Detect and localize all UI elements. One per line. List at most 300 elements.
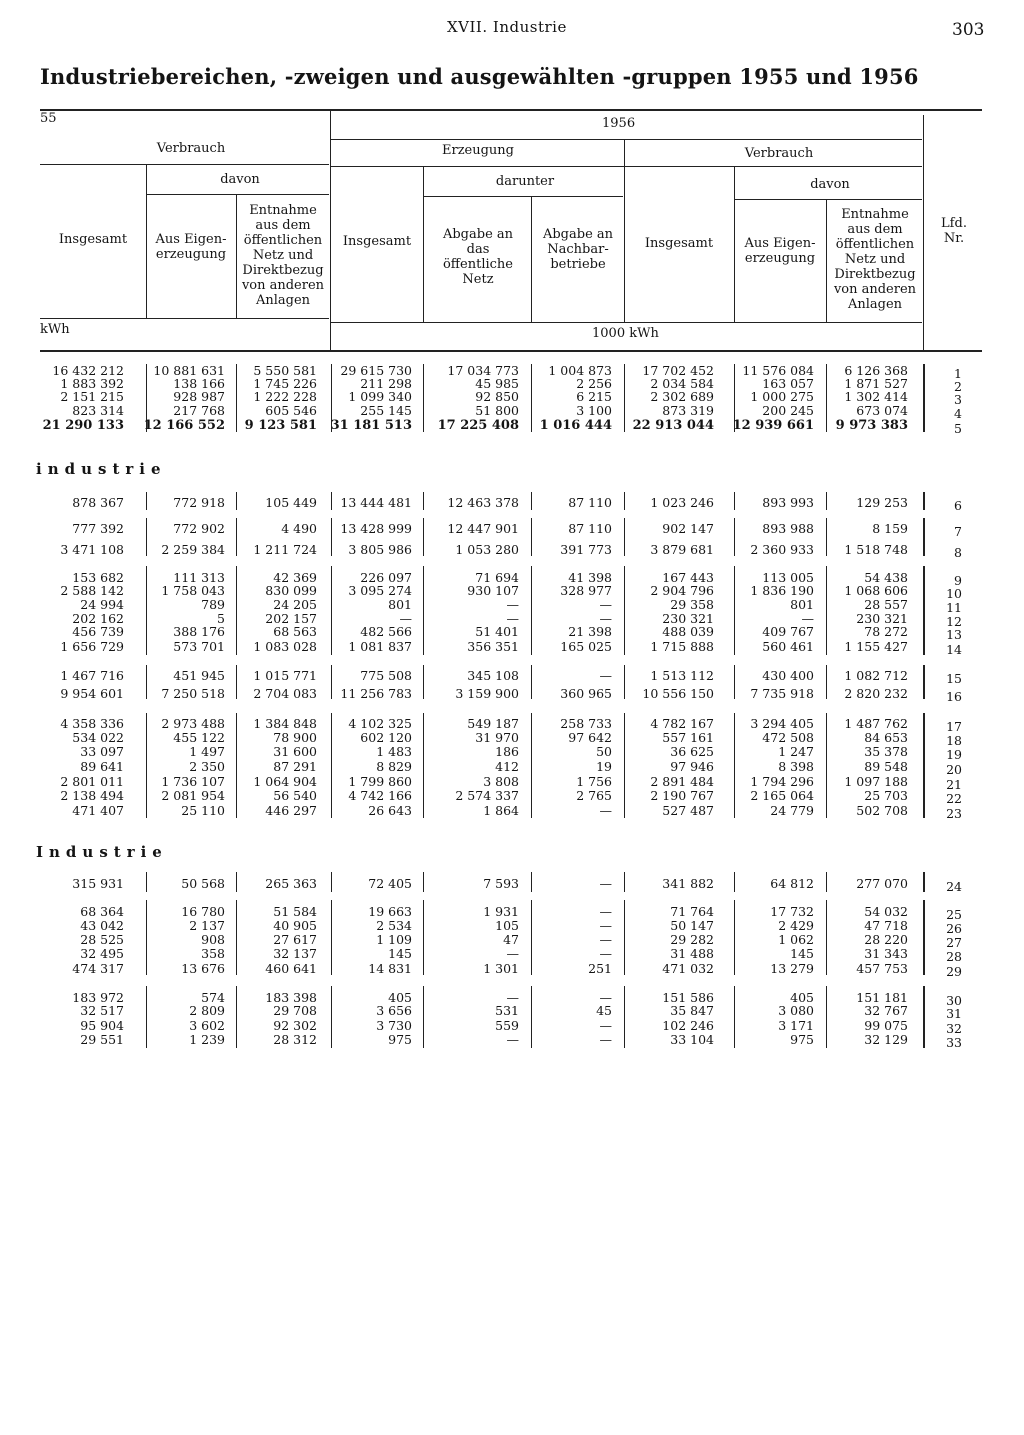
table-cell: 602 120 — [360, 730, 412, 745]
table-cell: 1 053 280 — [455, 542, 519, 557]
row-number: 29 — [946, 964, 962, 979]
table-cell: 32 767 — [864, 1003, 908, 1018]
table-cell: 830 099 — [265, 583, 317, 598]
table-cell: 1 467 716 — [60, 668, 124, 683]
row-number: 13 — [946, 627, 962, 642]
table-cell: 1 099 340 — [348, 389, 412, 404]
table-cell: 3 080 — [778, 1003, 814, 1018]
row-number: 14 — [946, 642, 962, 657]
table-cell: 345 108 — [467, 668, 519, 683]
table-cell: 1 023 246 — [650, 495, 714, 510]
column-rule — [624, 492, 625, 510]
column-rule — [923, 872, 925, 892]
table-cell: 8 398 — [778, 759, 814, 774]
row-number: 21 — [946, 777, 962, 792]
table-cell: 95 904 — [80, 1018, 124, 1033]
row-number: 15 — [946, 671, 962, 686]
table-cell: 1 836 190 — [750, 583, 814, 598]
table-cell: 928 987 — [173, 389, 225, 404]
table-cell: 772 918 — [173, 495, 225, 510]
year-1955-label: 55 — [40, 111, 57, 126]
table-cell: 54 438 — [864, 570, 908, 585]
header-darunter-1956: darunter — [495, 174, 555, 189]
column-rule — [826, 986, 827, 1048]
table-cell: 975 — [388, 1032, 412, 1047]
table-cell: 25 110 — [181, 803, 225, 818]
table-cell: — — [599, 932, 612, 947]
table-cell: 28 312 — [273, 1032, 317, 1047]
table-cell: 13 428 999 — [340, 521, 412, 536]
table-cell: 12 447 901 — [447, 521, 519, 536]
table-cell: — — [599, 904, 612, 919]
row-number: 31 — [946, 1006, 962, 1021]
table-cell: 360 965 — [560, 686, 612, 701]
table-cell: 777 392 — [72, 521, 124, 536]
page-title: Industriebereichen, -zweigen und ausgewählten -gruppen 1955 und 1956 — [40, 64, 919, 89]
table-cell: 32 495 — [80, 946, 124, 961]
column-rule — [826, 518, 827, 556]
table-cell: 8 829 — [376, 759, 412, 774]
table-cell: 19 — [596, 759, 612, 774]
column-rule — [826, 713, 827, 818]
column-rule — [923, 566, 925, 655]
header-davon-1955: davon — [220, 172, 260, 187]
column-rule — [923, 986, 925, 1048]
column-rule — [331, 986, 332, 1048]
column-rule — [734, 518, 735, 556]
column-rule — [331, 566, 332, 655]
table-cell: 89 548 — [864, 759, 908, 774]
table-cell: 2 302 689 — [650, 389, 714, 404]
column-rule — [624, 986, 625, 1048]
table-cell: 183 398 — [265, 990, 317, 1005]
column-rule — [624, 665, 625, 699]
table-cell: 1 758 043 — [161, 583, 225, 598]
table-cell: 1 155 427 — [844, 639, 908, 654]
row-number: 27 — [946, 935, 962, 950]
table-cell: 12 463 378 — [447, 495, 519, 510]
table-cell: 557 161 — [662, 730, 714, 745]
column-rule — [236, 986, 237, 1048]
table-cell: 7 593 — [483, 876, 519, 891]
table-cell: 1 513 112 — [650, 668, 714, 683]
table-cell: 878 367 — [72, 495, 124, 510]
table-cell: 772 902 — [173, 521, 225, 536]
table-cell: 35 378 — [864, 744, 908, 759]
table-cell: 230 321 — [662, 611, 714, 626]
table-cell: 258 733 — [560, 716, 612, 731]
table-cell: 405 — [388, 990, 412, 1005]
table-cell: 92 850 — [475, 389, 519, 404]
column-rule — [826, 492, 827, 510]
row-number: 9 — [954, 573, 962, 588]
table-cell: 105 449 — [265, 495, 317, 510]
table-cell: 430 400 — [762, 668, 814, 683]
table-cell: 45 985 — [475, 376, 519, 391]
table-cell: 801 — [790, 597, 814, 612]
table-cell: 1 081 837 — [348, 639, 412, 654]
table-cell: 455 122 — [173, 730, 225, 745]
table-cell: 4 102 325 — [348, 716, 412, 731]
row-number: 26 — [946, 921, 962, 936]
column-rule — [236, 713, 237, 818]
column-rule — [146, 566, 147, 655]
table-cell: 456 739 — [72, 624, 124, 639]
header-abgabe-nachbar: Abgabe an Nachbar- betriebe — [542, 227, 614, 272]
table-cell: 457 753 — [856, 961, 908, 976]
table-cell: 68 563 — [273, 624, 317, 639]
table-cell: 451 945 — [173, 668, 225, 683]
table-cell: 29 282 — [670, 932, 714, 947]
table-cell: 1 497 — [189, 744, 225, 759]
table-cell: — — [599, 803, 612, 818]
row-number: 28 — [946, 949, 962, 964]
row-number: 20 — [946, 762, 962, 777]
table-cell: 28 525 — [80, 932, 124, 947]
table-cell: 2 973 488 — [161, 716, 225, 731]
table-cell: 113 005 — [762, 570, 814, 585]
table-cell: 31 970 — [475, 730, 519, 745]
table-cell: 1 384 848 — [253, 716, 317, 731]
table-cell: 5 550 581 — [253, 363, 317, 378]
year-1956-label: 1956 — [602, 116, 636, 131]
table-cell: — — [599, 668, 612, 683]
table-cell: 41 398 — [568, 570, 612, 585]
table-cell: 409 767 — [762, 624, 814, 639]
table-cell: 51 401 — [475, 624, 519, 639]
column-rule — [734, 566, 735, 655]
table-cell: — — [599, 1018, 612, 1033]
table-cell: 823 314 — [72, 403, 124, 418]
header-erzeugung-1956: Erzeugung — [441, 143, 514, 158]
column-rule — [624, 713, 625, 818]
table-cell: 51 584 — [273, 904, 317, 919]
table-cell: — — [599, 1032, 612, 1047]
section-heading-1: industrie — [36, 460, 167, 478]
table-cell: — — [399, 611, 412, 626]
column-rule — [331, 492, 332, 510]
table-cell: 56 540 — [273, 788, 317, 803]
column-rule — [423, 900, 424, 975]
table-cell: 32 137 — [273, 946, 317, 961]
table-cell: 40 905 — [273, 918, 317, 933]
column-rule — [146, 518, 147, 556]
table-cell: 2 256 — [576, 376, 612, 391]
row-number: 33 — [946, 1035, 962, 1050]
table-cell: 3 159 900 — [455, 686, 519, 701]
column-rule — [236, 566, 237, 655]
table-cell: 4 490 — [281, 521, 317, 536]
column-rule — [146, 986, 147, 1048]
column-rule — [531, 900, 532, 975]
table-cell: 105 — [495, 918, 519, 933]
row-number: 24 — [946, 879, 962, 894]
table-cell: 54 032 — [864, 904, 908, 919]
table-cell: 446 297 — [265, 803, 317, 818]
table-cell: 186 — [495, 744, 519, 759]
table-cell: 3 100 — [576, 403, 612, 418]
column-rule — [331, 713, 332, 818]
table-cell: 3 656 — [376, 1003, 412, 1018]
table-cell: 2 138 494 — [60, 788, 124, 803]
table-cell: 2 809 — [189, 1003, 225, 1018]
table-cell: 33 097 — [80, 744, 124, 759]
table-cell: 11 576 084 — [742, 363, 814, 378]
header-lfd-nr: Lfd. Nr. — [941, 216, 967, 246]
table-cell: 1 883 392 — [60, 376, 124, 391]
table-cell: 1 062 — [778, 932, 814, 947]
table-cell: 405 — [790, 990, 814, 1005]
column-rule — [331, 665, 332, 699]
table-cell: 908 — [201, 932, 225, 947]
table-cell: 13 676 — [181, 961, 225, 976]
table-cell: 1 082 712 — [844, 668, 908, 683]
table-cell: 36 625 — [670, 744, 714, 759]
table-cell: 8 159 — [872, 521, 908, 536]
column-rule — [734, 713, 735, 818]
table-cell: 200 245 — [762, 403, 814, 418]
table-cell: 2 137 — [189, 918, 225, 933]
table-cell: 217 768 — [173, 403, 225, 418]
table-cell: 471 032 — [662, 961, 714, 976]
table-cell: 1 794 296 — [750, 774, 814, 789]
table-cell: 412 — [495, 759, 519, 774]
table-cell: 502 708 — [856, 803, 908, 818]
table-cell: 3 095 274 — [348, 583, 412, 598]
table-cell: 2 891 484 — [650, 774, 714, 789]
table-cell: 1 222 228 — [253, 389, 317, 404]
table-cell: 5 — [217, 611, 225, 626]
table-cell: 29 708 — [273, 1003, 317, 1018]
column-rule — [236, 665, 237, 699]
table-cell: 559 — [495, 1018, 519, 1033]
column-rule — [531, 364, 532, 432]
table-cell: 24 994 — [80, 597, 124, 612]
table-cell: 356 351 — [467, 639, 519, 654]
column-rule — [236, 518, 237, 556]
column-rule — [531, 566, 532, 655]
running-title: XVII. Industrie — [447, 18, 567, 36]
table-cell: 47 — [503, 932, 519, 947]
header-insgesamt-1955: Insgesamt — [58, 232, 128, 247]
table-cell: 17 732 — [770, 904, 814, 919]
table-cell: 78 272 — [864, 624, 908, 639]
column-rule — [826, 665, 827, 699]
table-cell: 165 025 — [560, 639, 612, 654]
table-cell: — — [801, 611, 814, 626]
table-cell: — — [506, 597, 519, 612]
table-cell: 32 129 — [864, 1032, 908, 1047]
row-number: 18 — [946, 733, 962, 748]
column-rule — [423, 492, 424, 510]
table-cell: 29 615 730 — [340, 363, 412, 378]
table-cell: 1 864 — [483, 803, 519, 818]
table-cell: 71 764 — [670, 904, 714, 919]
table-cell: 183 972 — [72, 990, 124, 1005]
table-cell: 1 068 606 — [844, 583, 908, 598]
table-cell: 1 064 904 — [253, 774, 317, 789]
table-cell: 2 588 142 — [60, 583, 124, 598]
table-cell: 1 247 — [778, 744, 814, 759]
table-cell: 16 432 212 — [52, 363, 124, 378]
table-cell: 1 736 107 — [161, 774, 225, 789]
section-heading-2: Industrie — [36, 843, 168, 861]
table-cell: 4 358 336 — [60, 716, 124, 731]
table-cell: 2 801 011 — [60, 774, 124, 789]
column-rule — [734, 665, 735, 699]
table-cell: 789 — [201, 597, 225, 612]
table-cell: 1 756 — [576, 774, 612, 789]
table-cell: 775 508 — [360, 668, 412, 683]
column-rule — [423, 713, 424, 818]
table-cell: 531 — [495, 1003, 519, 1018]
table-cell: 341 882 — [662, 876, 714, 891]
table-cell: 42 369 — [273, 570, 317, 585]
column-rule — [734, 900, 735, 975]
table-cell: 2 704 083 — [253, 686, 317, 701]
table-cell: 251 — [588, 961, 612, 976]
table-cell: — — [506, 990, 519, 1005]
table-cell: 211 298 — [360, 376, 412, 391]
table-cell: 12 939 661 — [732, 418, 814, 433]
table-cell: 29 358 — [670, 597, 714, 612]
table-cell: 27 617 — [273, 932, 317, 947]
table-cell: 560 461 — [762, 639, 814, 654]
column-rule — [423, 986, 424, 1048]
table-cell: 1 239 — [189, 1032, 225, 1047]
table-cell: 138 166 — [173, 376, 225, 391]
table-cell: 31 343 — [864, 946, 908, 961]
row-number: 16 — [946, 689, 962, 704]
table-cell: 801 — [388, 597, 412, 612]
table-cell: 315 931 — [72, 876, 124, 891]
table-cell: 2 574 337 — [455, 788, 519, 803]
column-rule — [331, 518, 332, 556]
table-cell: 28 557 — [864, 597, 908, 612]
table-cell: — — [599, 611, 612, 626]
table-cell: 97 946 — [670, 759, 714, 774]
table-cell: — — [599, 990, 612, 1005]
column-rule — [236, 900, 237, 975]
table-cell: 4 742 166 — [348, 788, 412, 803]
column-rule — [423, 665, 424, 699]
table-cell: 97 642 — [568, 730, 612, 745]
row-number: 23 — [946, 806, 962, 821]
column-rule — [624, 872, 625, 892]
table-cell: 2 904 796 — [650, 583, 714, 598]
table-cell: 51 800 — [475, 403, 519, 418]
column-rule — [531, 492, 532, 510]
table-cell: 527 487 — [662, 803, 714, 818]
table-cell: 32 517 — [80, 1003, 124, 1018]
table-cell: 145 — [388, 946, 412, 961]
table-cell: 2 534 — [376, 918, 412, 933]
column-rule — [734, 986, 735, 1048]
table-cell: 2 190 767 — [650, 788, 714, 803]
table-cell: 129 253 — [856, 495, 908, 510]
table-cell: 328 977 — [560, 583, 612, 598]
table-cell: 31 488 — [670, 946, 714, 961]
table-cell: 87 110 — [568, 521, 612, 536]
table-cell: 2 765 — [576, 788, 612, 803]
table-cell: 31 600 — [273, 744, 317, 759]
table-cell: 1 109 — [376, 932, 412, 947]
table-cell: 3 602 — [189, 1018, 225, 1033]
row-number: 4 — [954, 406, 962, 421]
column-rule — [826, 364, 827, 432]
table-cell: 7 250 518 — [161, 686, 225, 701]
table-cell: 3 171 — [778, 1018, 814, 1033]
column-rule — [531, 986, 532, 1048]
table-cell: 11 256 783 — [340, 686, 412, 701]
table-cell: 87 110 — [568, 495, 612, 510]
table-cell: 460 641 — [265, 961, 317, 976]
table-cell: 2 259 384 — [161, 542, 225, 557]
column-rule — [826, 872, 827, 892]
column-rule — [423, 872, 424, 892]
table-cell: 13 444 481 — [340, 495, 412, 510]
table-cell: 9 123 581 — [244, 418, 317, 433]
column-rule — [923, 665, 925, 699]
column-rule — [331, 900, 332, 975]
table-cell: 1 004 873 — [548, 363, 612, 378]
table-cell: 391 773 — [560, 542, 612, 557]
table-cell: 12 166 552 — [143, 418, 225, 433]
table-cell: — — [506, 946, 519, 961]
table-cell: 3 471 108 — [60, 542, 124, 557]
table-cell: 7 735 918 — [750, 686, 814, 701]
table-cell: 472 508 — [762, 730, 814, 745]
row-number: 3 — [954, 392, 962, 407]
row-number: 17 — [946, 719, 962, 734]
column-rule — [146, 665, 147, 699]
table-cell: 1 211 724 — [253, 542, 317, 557]
column-rule — [734, 872, 735, 892]
table-cell: 17 225 408 — [437, 418, 519, 433]
table-cell: 1 015 771 — [253, 668, 317, 683]
table-cell: — — [506, 611, 519, 626]
column-rule — [923, 713, 925, 818]
table-cell: — — [599, 597, 612, 612]
column-rule — [423, 518, 424, 556]
table-cell: 68 364 — [80, 904, 124, 919]
table-cell: 3 808 — [483, 774, 519, 789]
table-cell: 10 881 631 — [153, 363, 225, 378]
column-rule — [236, 872, 237, 892]
table-cell: 167 443 — [662, 570, 714, 585]
table-cell: 50 147 — [670, 918, 714, 933]
table-cell: 14 831 — [368, 961, 412, 976]
row-number: 12 — [946, 614, 962, 629]
column-rule — [734, 492, 735, 510]
table-cell: 230 321 — [856, 611, 908, 626]
table-cell: 21 398 — [568, 624, 612, 639]
table-cell: 99 075 — [864, 1018, 908, 1033]
table-cell: — — [599, 946, 612, 961]
column-rule — [146, 713, 147, 818]
column-rule — [531, 665, 532, 699]
table-cell: 605 546 — [265, 403, 317, 418]
column-rule — [624, 364, 625, 432]
column-rule — [423, 364, 424, 432]
column-rule — [923, 900, 925, 975]
column-rule — [826, 566, 827, 655]
table-cell: 16 780 — [181, 904, 225, 919]
table-cell: 145 — [790, 946, 814, 961]
table-cell: 358 — [201, 946, 225, 961]
table-cell: 47 718 — [864, 918, 908, 933]
table-cell: 1 302 414 — [844, 389, 908, 404]
